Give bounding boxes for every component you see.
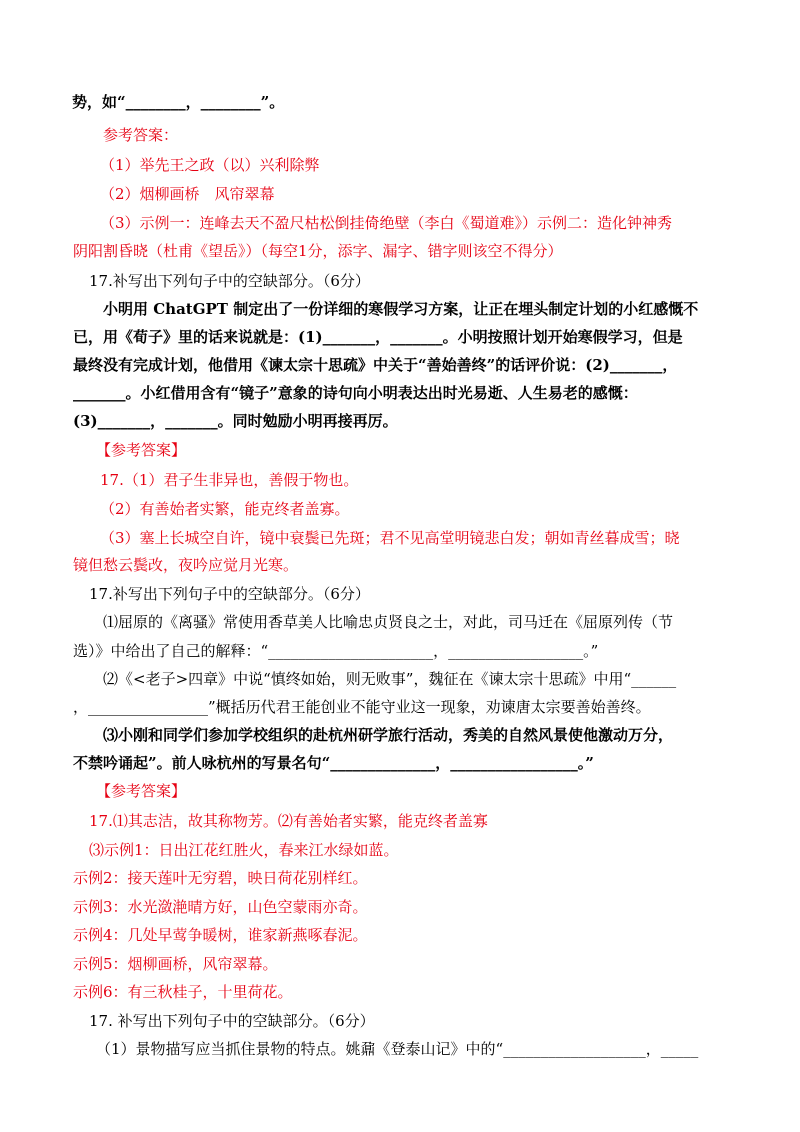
answer-line: 示例5：烟柳画桥，风帘翠幕。 — [73, 955, 278, 973]
question-text: （1）景物描写应当抓住景物的特点。姚鼐《登泰山记》中的“___________________，_____ — [96, 1040, 699, 1058]
question-text: ，________________”概括历代君王能创业不能守业这一现象，劝谏唐太宗要善始善终。 — [73, 698, 651, 716]
answer-label-1: 参考答案： — [103, 126, 179, 144]
answer-line: （2）有善始者实繁，能克终者盖寡。 — [100, 500, 350, 518]
answer-line: （3）示例一：连峰去天不盈尺枯松倒挂倚绝壁（李白《蜀道难》）示例二：造化钟神秀 — [100, 214, 673, 232]
answer-line: 示例4：几处早莺争暖树，谁家新燕啄春泥。 — [73, 926, 368, 944]
answer-line: 17.⑴其志洁，故其称物芳。⑵有善始者实繁，能克终者盖寡 — [89, 812, 488, 830]
answer-line: （1）举先王之政（以）兴利除弊 — [100, 156, 320, 174]
answer-label-2: 【参考答案】 — [96, 441, 187, 459]
answer-label-3: 【参考答案】 — [96, 782, 187, 800]
question-text: _______。小红借用含有“镜子”意象的诗句向小明表达出时光易逝、人生易老的感慨： — [73, 384, 638, 402]
answer-line: 示例3：水光潋滟晴方好，山色空蒙雨亦奇。 — [73, 898, 368, 916]
answer-line: ⑶示例1：日出江花红胜火，春来江水绿如蓝。 — [89, 841, 399, 859]
question-text: 已，用《荀子》里的话来说就是：(1)_______，_______。小明按照计划开始寒假学习，但是 — [73, 328, 683, 346]
answer-line: （2）烟柳画桥 风帘翠幕 — [100, 185, 275, 203]
question-heading: 17.补写出下列句子中的空缺部分。（6分） — [89, 272, 370, 290]
question-heading: 17.补写出下列句子中的空缺部分。（6分） — [89, 585, 370, 603]
answer-line: 17.（1）君子生非异也，善假于物也。 — [100, 471, 359, 489]
question-text: ⑶小刚和同学们参加学校组织的赴杭州研学旅行活动，秀美的自然风景使他激动万分， — [103, 726, 674, 744]
question-text: ⑴屈原的《离骚》常使用香草美人比喻忠贞贤良之士，对此，司马迁在《屈原列传（节 — [103, 613, 674, 631]
question-text: 选）》中给出了自己的解释：“______________________，__________________。” — [73, 642, 599, 660]
answer-line: 示例6：有三秋桂子，十里荷花。 — [73, 983, 293, 1001]
answer-line: 示例2：接天莲叶无穷碧，映日荷花别样红。 — [73, 869, 368, 887]
question-text: 不禁吟诵起”。前人咏杭州的写景名句“______________，_________________。” — [73, 754, 594, 772]
question-heading: 17. 补写出下列句子中的空缺部分。（6分） — [89, 1012, 375, 1030]
answer-line: 镜但愁云鬓改，夜吟应觉月光寒。 — [73, 556, 299, 574]
answer-line: 阴阳割昏晓（杜甫《望岳》）（每空1分，添字、漏字、错字则该空不得分） — [73, 242, 563, 260]
question-text: (3)_______，_______。同时勉励小明再接再厉。 — [73, 412, 398, 430]
question-text: 最终没有完成计划，他借用《谏太宗十思疏》中关于“善始善终”的话评价说：(2)_______， — [73, 356, 678, 374]
question-text: 小明用 ChatGPT 制定出了一份详细的寒假学习方案，让正在埋头制定计划的小红感慨不 — [103, 300, 699, 318]
text-line-1: 势，如“________，________”。 — [72, 93, 285, 111]
answer-line: （3）塞上长城空自许，镜中衰鬓已先斑；君不见高堂明镜悲白发；朝如青丝暮成雪；晓 — [100, 529, 680, 547]
question-text: ⑵《<老子>四章》中说“慎终如始，则无败事”，魏征在《谏太宗十思疏》中用“______ — [103, 670, 677, 688]
